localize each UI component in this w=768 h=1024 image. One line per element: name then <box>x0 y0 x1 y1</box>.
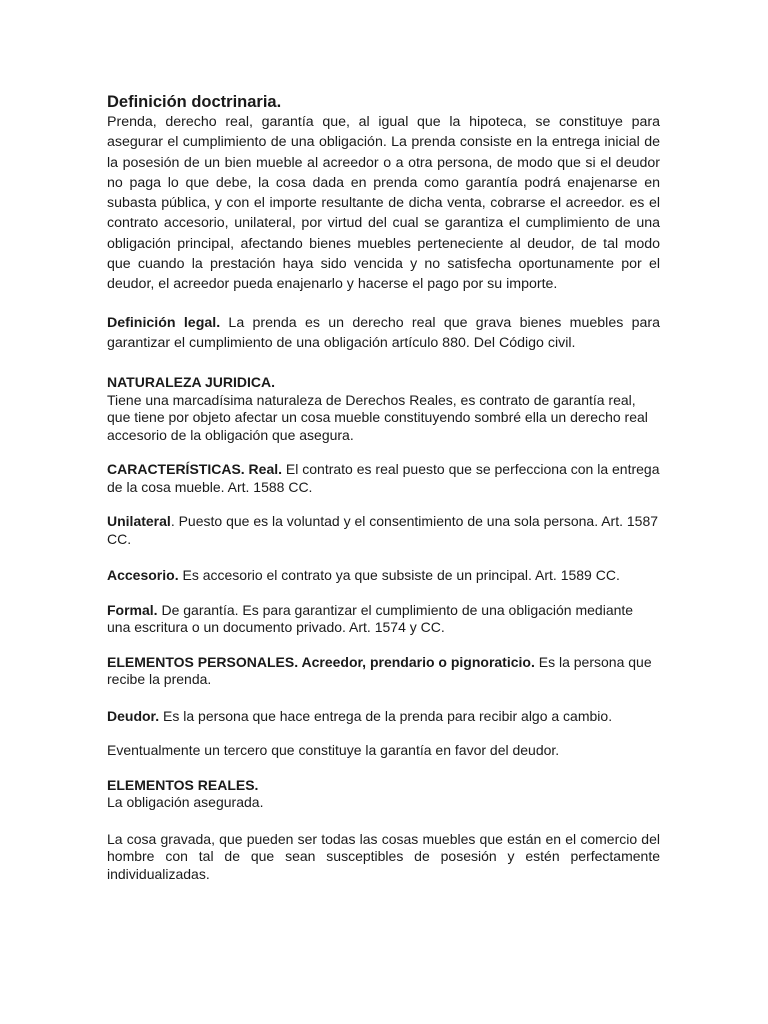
characteristics-text: El contrato es real puesto que se perfecciona con la entrega de la cosa mueble. Art. 1588 CC. <box>107 461 660 495</box>
document-page <box>107 93 660 883</box>
real-elements-text: La obligación asegurada. <box>107 794 264 811</box>
personal-elements-label: ELEMENTOS PERSONALES. Acreedor, prendario o pignoraticio. <box>107 653 535 670</box>
characteristics-paragraph <box>107 461 660 496</box>
legal-nature-heading <box>107 374 660 392</box>
accessory-label: Accesorio. <box>107 567 179 584</box>
personal-elements-paragraph <box>107 654 660 689</box>
legal-definition-label: Definición legal. <box>107 314 221 331</box>
debtor-label: Deudor. <box>107 707 160 724</box>
formal-paragraph <box>107 602 660 637</box>
doctrinal-definition-title: Definición doctrinaria. <box>107 93 282 111</box>
third-party-paragraph: Eventualmente un tercero que constituye la garantía en favor del deudor. <box>107 742 560 759</box>
legal-nature-text: Tiene una marcadísima naturaleza de Derechos Reales, es contrato de garantía real, que tiene por objeto afectar un cosa mueble constituyendo sombré ella un derecho real accesorio de la obligación que asegura. <box>107 391 648 443</box>
characteristics-label: CARACTERÍSTICAS. Real. <box>107 461 283 478</box>
legal-definition-paragraph <box>107 313 660 354</box>
accessory-text: Es accesorio el contrato ya que subsiste de un principal. Art. 1589 CC. <box>178 567 620 584</box>
real-elements-section <box>107 777 660 812</box>
formal-label: Formal. <box>107 601 158 618</box>
accessory-paragraph <box>107 567 660 585</box>
legal-nature-heading-text: NATURALEZA JURIDICA. <box>107 374 275 391</box>
formal-text: De garantía. Es para garantizar el cumplimiento de una obligación mediante una escritura o un documento privado. Art. 1574 y CC. <box>107 601 634 636</box>
personal-elements-text: Es la persona que recibe la prenda. <box>107 653 652 688</box>
legal-nature-section <box>107 374 660 444</box>
doctrinal-definition-text: Prenda, derecho real, garantía que, al igual que la hipoteca, se constituye para asegurar el cumplimiento de una obligación. La prenda consiste en la entrega inicial de la posesión de un bien mueble al acreedor o a otra persona, de modo que si el deudor no paga lo que debe, la cosa dada en prenda como garantía podrá enajenarse en subasta pública, y con el importe resultante de dicha venta, cobrarse el acreedor. es el contrato accesorio, unilateral, por virtud del cual se garantiza el cumplimiento de una obligación principal, afectando bienes muebles perteneciente al deudor, de tal modo que cuando la prestación haya sido vencida y no satisfecha oportunamente por el deudor, el acreedor pueda enajenarlo y hacerse el pago por su importe. <box>107 114 660 293</box>
unilateral-text: . Puesto que es la voluntad y el consentimiento de una sola persona. Art. 1587 CC. <box>107 513 659 547</box>
thing-paragraph: La cosa gravada, que pueden ser todas las cosas muebles que están en el comercio del hombre con tal de que sean susceptibles de posesión y estén perfectamente individualizadas. <box>107 830 660 882</box>
real-elements-heading-text: ELEMENTOS REALES. <box>107 776 259 793</box>
debtor-paragraph <box>107 708 660 726</box>
unilateral-label: Unilateral <box>107 513 171 530</box>
legal-definition-text: La prenda es un derecho real que grava bienes muebles para garantizar el cumplimiento de una obligación artículo 880. Del Código civil. <box>107 314 660 351</box>
debtor-text: Es la persona que hace entrega de la prenda para recibir algo a cambio. <box>159 707 613 724</box>
real-elements-heading <box>107 777 660 795</box>
unilateral-paragraph <box>107 513 660 548</box>
